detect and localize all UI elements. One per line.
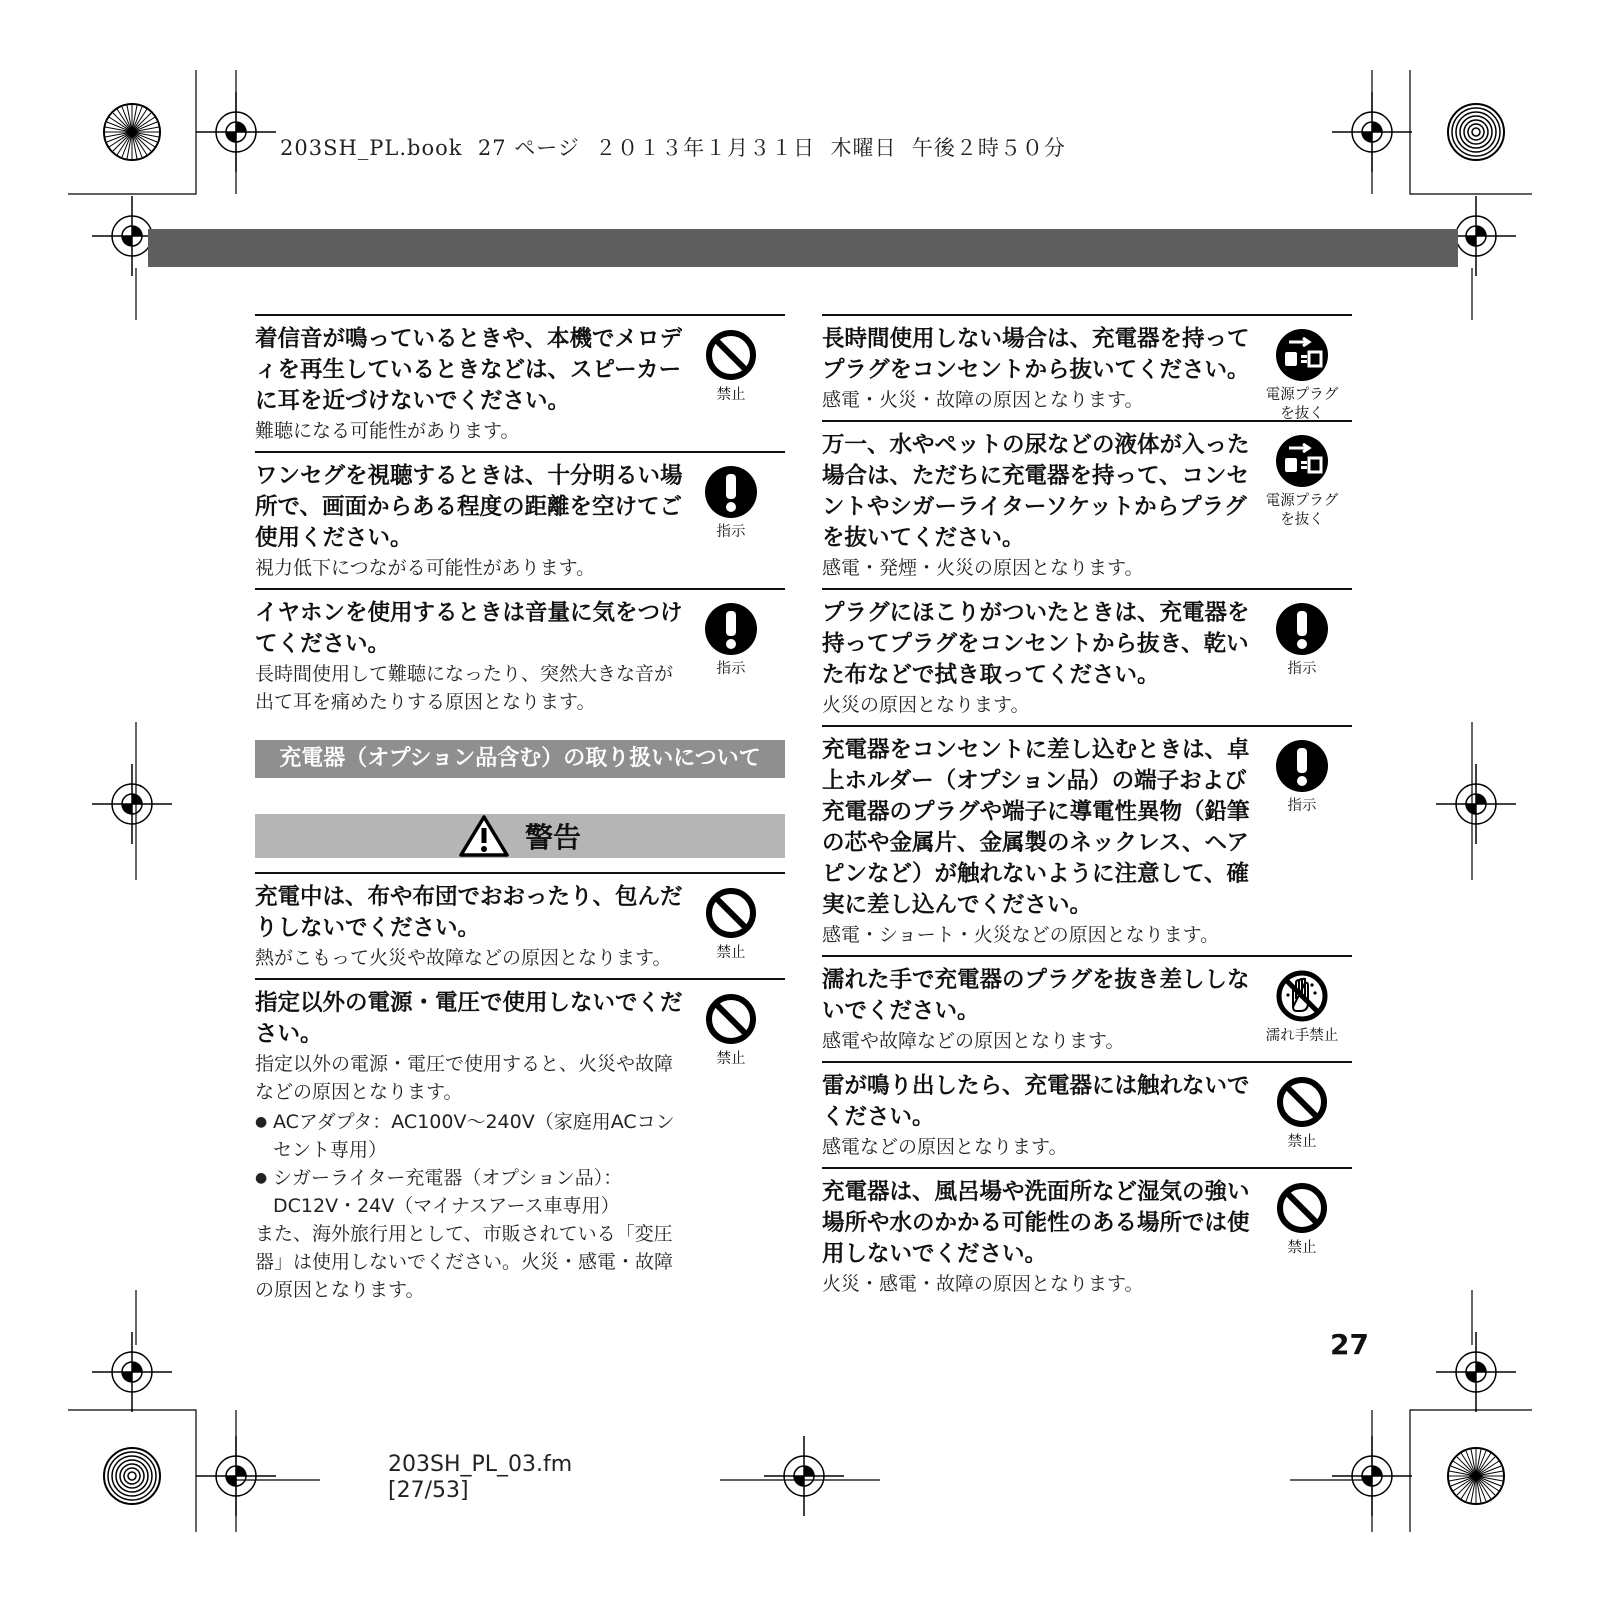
header-band [148, 229, 1458, 267]
footer-page-ref: [27/53] [388, 1478, 469, 1503]
entry-title: 濡れた手で充電器のプラグを抜き差ししないでください。 [822, 967, 1250, 1024]
symbol-caption: 禁止 [1287, 1134, 1317, 1150]
entry-desc: 火災・感電・故障の原因となります。 [822, 1273, 1144, 1295]
warning-label: 警告 [524, 821, 581, 854]
entry-title: 雷が鳴り出したら、充電器には触れないでください。 [822, 1073, 1250, 1130]
prohibit-symbol [691, 328, 771, 405]
symbol-caption: 電源プラグ [1265, 493, 1339, 509]
entry-desc: 視力低下につながる可能性があります。 [255, 557, 596, 579]
safety-entry [255, 872, 785, 978]
footer [388, 1452, 572, 1504]
list-item: ● ACアダプタ：AC100V～240V（家庭用ACコンセント専用） [255, 1108, 685, 1164]
symbol-caption: 指示 [716, 524, 746, 540]
unplug-icon [1275, 328, 1329, 382]
right-column [822, 314, 1352, 1304]
prohibit-icon [704, 886, 758, 940]
symbol-caption: 禁止 [716, 945, 746, 961]
symbol-caption: 指示 [1287, 798, 1317, 814]
entry-title: 充電器をコンセントに差し込むときは、卓上ホルダー（オプション品）の端子および充電器のプラグや端子に導電性異物（鉛筆の芯や金属片、金属製のネックレス、ヘアピンなど）が触れないように注意して、確実に差し込んでください。 [822, 737, 1250, 918]
book-info-header: 203SH_PL.book 27 ページ ２０１３年１月３１日 木曜日 午後２時５０分 [280, 136, 1066, 160]
entry-title: プラグにほこりがついたときは、充電器を持ってプラグをコンセントから抜き、乾いた布などで拭き取ってください。 [822, 600, 1250, 688]
entry-desc: 感電や故障などの原因となります。 [822, 1030, 1125, 1052]
no-wet-hands-icon [1275, 969, 1329, 1023]
safety-entry [822, 420, 1352, 588]
safety-entry [822, 1167, 1352, 1304]
prohibit-symbol [1252, 1181, 1352, 1258]
entry-desc: 長時間使用して難聴になったり、突然大きな音が出て耳を痛めたりする原因となります。 [255, 663, 674, 713]
instruction-symbol [1252, 739, 1352, 816]
no-wet-hands-symbol [1252, 969, 1352, 1046]
prohibit-symbol [691, 992, 771, 1069]
instruction-symbol [691, 465, 771, 542]
instruction-symbol [691, 602, 771, 679]
entry-title: 指定以外の電源・電圧で使用しないでください。 [255, 990, 683, 1047]
symbol-caption: を抜く [1280, 512, 1324, 528]
prohibit-symbol [691, 886, 771, 963]
prohibit-icon [1275, 1181, 1329, 1235]
safety-entry [255, 451, 785, 588]
safety-entry [822, 725, 1352, 955]
safety-entry [822, 1061, 1352, 1167]
entry-note: また、海外旅行用として、市販されている「変圧器」は使用しないでください。火災・感電・故障の原因となります。 [255, 1223, 674, 1301]
entry-title: 万一、水やペットの尿などの液体が入った場合は、ただちに充電器を持って、コンセントやシガーライターソケットからプラグを抜いてください。 [822, 432, 1250, 551]
symbol-caption: 禁止 [716, 1051, 746, 1067]
safety-entry [255, 588, 785, 722]
instruction-icon [1275, 739, 1329, 793]
entry-desc: 熱がこもって火災や故障などの原因となります。 [255, 947, 672, 969]
list-item: ● シガーライター充電器（オプション品）：DC12V・24V（マイナスアース車専用） [255, 1164, 685, 1220]
symbol-caption: を抜く [1280, 406, 1324, 422]
entry-desc: 感電・ショート・火災などの原因となります。 [822, 924, 1220, 946]
prohibit-icon [704, 328, 758, 382]
entry-desc: 指定以外の電源・電圧で使用すると、火災や故障などの原因となります。 [255, 1053, 674, 1103]
symbol-caption: 電源プラグ [1265, 387, 1339, 403]
entry-title: 長時間使用しない場合は、充電器を持ってプラグをコンセントから抜いてください。 [822, 326, 1250, 383]
unplug-icon [1275, 434, 1329, 488]
entry-title: ワンセグを視聴するときは、十分明るい場所で、画面からある程度の距離を空けてご使用ください。 [255, 463, 683, 551]
page-number: 27 [1330, 1328, 1369, 1361]
instruction-icon [1275, 602, 1329, 656]
safety-entry [255, 978, 785, 1310]
entry-title: イヤホンを使用するときは音量に気をつけてください。 [255, 600, 683, 657]
entry-desc: 感電・発煙・火災の原因となります。 [822, 557, 1144, 579]
entry-title: 充電中は、布や布団でおおったり、包んだりしないでください。 [255, 884, 683, 941]
safety-entry [822, 314, 1352, 420]
entry-desc: 感電・火災・故障の原因となります。 [822, 389, 1144, 411]
symbol-caption: 濡れ手禁止 [1265, 1028, 1339, 1044]
entry-desc: 火災の原因となります。 [822, 694, 1030, 716]
entry-desc: 感電などの原因となります。 [822, 1136, 1068, 1158]
prohibit-icon [1275, 1075, 1329, 1129]
section-heading: 充電器（オプション品含む）の取り扱いについて [255, 740, 785, 778]
entry-desc: 難聴になる可能性があります。 [255, 420, 520, 442]
safety-entry [255, 314, 785, 451]
instruction-icon [704, 465, 758, 519]
unplug-symbol [1252, 328, 1352, 424]
safety-entry [822, 955, 1352, 1061]
symbol-caption: 指示 [716, 661, 746, 677]
prohibit-icon [704, 992, 758, 1046]
symbol-caption: 禁止 [1287, 1240, 1317, 1256]
symbol-caption: 禁止 [716, 387, 746, 403]
symbol-caption: 指示 [1287, 661, 1317, 677]
warning-triangle-icon [459, 815, 509, 857]
left-column [255, 314, 785, 1310]
instruction-symbol [1252, 602, 1352, 679]
unplug-symbol [1252, 434, 1352, 530]
safety-entry [822, 588, 1352, 725]
entry-title: 着信音が鳴っているときや、本機でメロディを再生しているときなどは、スピーカーに耳を近づけないでください。 [255, 326, 683, 414]
prohibit-symbol [1252, 1075, 1352, 1152]
footer-filename: 203SH_PL_03.fm [388, 1452, 573, 1477]
warning-bar [255, 814, 785, 858]
instruction-icon [704, 602, 758, 656]
voltage-list [255, 1108, 685, 1220]
entry-title: 充電器は、風呂場や洗面所など湿気の強い場所や水のかかる可能性のある場所では使用しないでください。 [822, 1179, 1250, 1267]
